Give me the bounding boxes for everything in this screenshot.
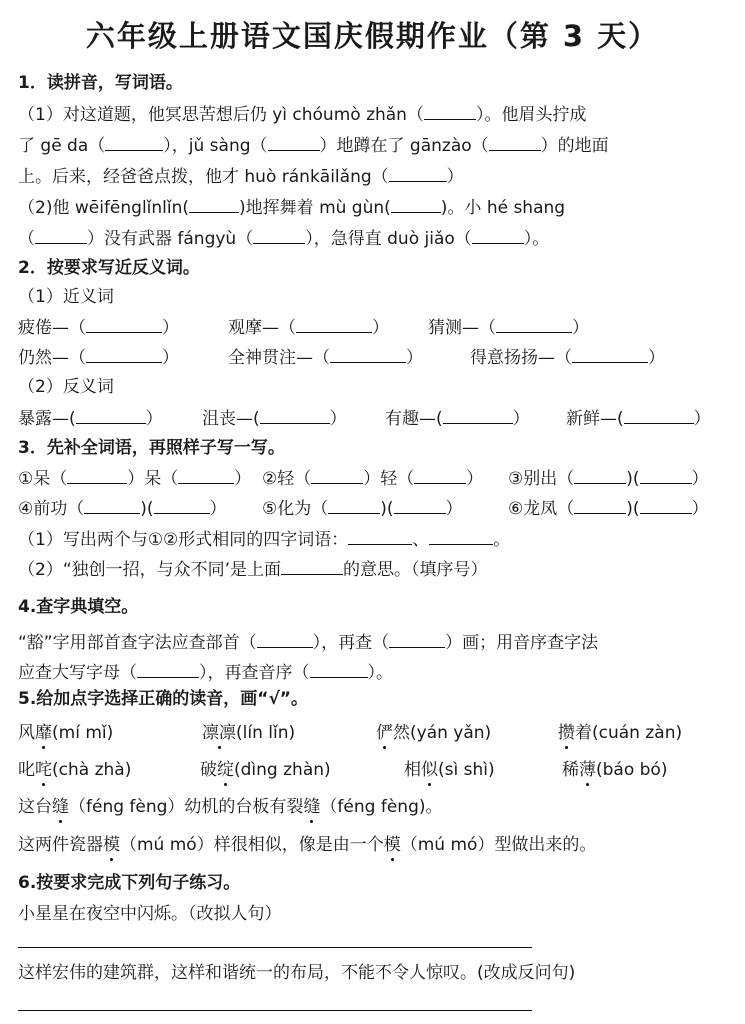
- s3-idiom-1: [18, 467, 251, 490]
- answer-blank[interactable]: [67, 467, 127, 484]
- text: )地挥舞着 mù gùn(: [239, 198, 391, 218]
- s2-synonym-row-2c: [470, 346, 665, 369]
- pinyin-choice[interactable]: (mí mǐ): [52, 723, 114, 743]
- text: 叱: [18, 760, 35, 780]
- answer-blank[interactable]: [105, 134, 163, 151]
- s3-question-1: [18, 528, 510, 551]
- s2-sub-synonyms: （1）近义词: [18, 287, 114, 307]
- text: ），再查（: [312, 633, 390, 653]
- answer-blank[interactable]: [35, 227, 87, 244]
- s2-synonym-row-1b: [228, 316, 389, 339]
- text: （: [18, 229, 35, 249]
- text: ）画；用音序查字法: [445, 633, 599, 653]
- s2-synonym-row-2b: [228, 346, 423, 369]
- s5-row-2-item-3: [404, 759, 495, 781]
- answer-blank[interactable]: [389, 165, 447, 182]
- text: ）: [329, 409, 347, 429]
- text: 破: [200, 760, 217, 780]
- answer-blank[interactable]: [137, 661, 199, 678]
- text: ）: [446, 167, 464, 187]
- word: 新鲜—(: [566, 409, 624, 429]
- s6-question-2: 这样宏伟的建筑群，这样和谐统一的布局，不能不令人惊叹。(改成反问句): [18, 963, 576, 983]
- text: ④前功（: [18, 499, 85, 519]
- section-2-heading: 2．按要求写近反义词。: [18, 258, 200, 278]
- s1-line-2: [18, 134, 609, 157]
- text: ）: [512, 409, 530, 429]
- answer-blank[interactable]: [391, 196, 441, 213]
- answer-blank[interactable]: [624, 407, 694, 424]
- text: ）。: [523, 229, 550, 249]
- answer-blank[interactable]: [84, 497, 140, 514]
- answer-blank[interactable]: [429, 528, 493, 545]
- section-1-heading: 1．读拼音，写词语。: [18, 73, 183, 93]
- answer-blank[interactable]: [253, 227, 305, 244]
- dotted-char: 模: [383, 835, 401, 855]
- text: 。: [493, 530, 511, 550]
- answer-blank[interactable]: [268, 134, 320, 151]
- answer-blank[interactable]: [257, 631, 313, 648]
- text: 相: [404, 760, 421, 780]
- answer-blank[interactable]: [496, 316, 572, 333]
- text: ）: [234, 469, 252, 489]
- text: 应查大写字母（: [18, 663, 137, 683]
- text[interactable]: （mú mó）样很相似，像是由一个: [120, 835, 384, 855]
- text: （1）写出两个与①②形式相同的四字词语：: [18, 530, 349, 550]
- answer-blank[interactable]: [424, 103, 476, 120]
- s1-line-5: [18, 227, 549, 250]
- word: 仍然—（: [18, 348, 86, 368]
- section-6-heading: 6.按要求完成下列句子练习。: [18, 873, 241, 893]
- s3-idiom-2: [262, 467, 483, 490]
- text: ）: [691, 469, 709, 489]
- s5-row-2-item-2: [200, 759, 331, 781]
- dotted-char: 似: [421, 760, 438, 780]
- s6-question-1: 小星星在夜空中闪烁。（改拟人句）: [18, 904, 282, 924]
- word: 有趣—(: [385, 409, 443, 429]
- answer-blank[interactable]: [389, 631, 445, 648]
- text: （1）对这道题，他冥思苦想后仍 yì chóumò zhǎn（: [18, 105, 424, 125]
- text: ），jǔ sàng（: [163, 136, 268, 156]
- text: ）: [162, 348, 179, 368]
- answer-blank[interactable]: [154, 497, 210, 514]
- text: 的意思。（填序号）: [343, 560, 488, 580]
- text: 这台: [18, 797, 52, 817]
- answer-blank[interactable]: [489, 134, 541, 151]
- pinyin-choice[interactable]: (lín lǐn): [236, 723, 296, 743]
- section-5-heading: 5.给加点字选择正确的读音，画“√”。: [18, 689, 308, 709]
- answer-blank[interactable]: [572, 346, 648, 363]
- text: ）: [145, 409, 163, 429]
- s3-idiom-4: ④前功（ )( ）: [18, 499, 227, 519]
- answer-blank[interactable]: [328, 497, 380, 514]
- text: ）轻（: [363, 469, 415, 489]
- word: 观摩—（: [228, 318, 296, 338]
- dotted-char: 俨: [376, 723, 393, 743]
- s5-sentence-2: [18, 834, 596, 856]
- text: ）: [648, 348, 665, 368]
- dotted-char: 缝: [303, 797, 321, 817]
- answer-blank[interactable]: [310, 661, 368, 678]
- section-3-heading: 3．先补全词语，再照样子写一写。: [18, 438, 285, 458]
- s3-question-2: [18, 558, 488, 581]
- s2-synonym-row-1: [18, 316, 179, 339]
- s5-row-2-item-1: [18, 759, 131, 781]
- page-title: 六年级上册语文国庆假期作业（第 3 天）: [85, 19, 660, 53]
- dotted-char: 模: [103, 835, 120, 855]
- s2-synonym-row-2: [18, 346, 179, 369]
- answer-line[interactable]: [18, 1010, 532, 1011]
- text: ）地蹲在了 gānzào（: [319, 136, 489, 156]
- answer-blank[interactable]: [640, 497, 692, 514]
- text: ）: [406, 348, 423, 368]
- s2-antonym-3: [385, 407, 530, 430]
- text: ）: [209, 499, 227, 519]
- text: ）: [445, 499, 463, 519]
- text[interactable]: （féng fèng）幼机的台板有裂: [69, 797, 304, 817]
- text: ）: [466, 469, 484, 489]
- s1-line-3: [18, 165, 464, 188]
- text: ）没有武器 fángyù（: [87, 229, 254, 249]
- text: ⑤化为（: [262, 499, 329, 519]
- word: 全神贯注—（: [228, 348, 330, 368]
- s3-idiom-5: ⑤化为（ )( ）: [262, 499, 463, 519]
- text[interactable]: （mú mó）型做出来的。: [400, 835, 597, 855]
- s5-row-1-item-1: [18, 722, 113, 744]
- answer-blank[interactable]: [330, 346, 406, 363]
- text: ）的地面: [540, 136, 609, 156]
- word: 沮丧—(: [202, 409, 260, 429]
- text: ②轻（: [262, 469, 312, 489]
- answer-blank[interactable]: [260, 407, 330, 424]
- dotted-char: 攒: [558, 723, 575, 743]
- word: 疲倦—（: [18, 318, 86, 338]
- answer-blank[interactable]: [348, 528, 412, 545]
- s4-line-2: [18, 661, 393, 684]
- text: 风: [18, 723, 35, 743]
- text: 上。后来，经爸爸点拨，他才 huò ránkāilǎng（: [18, 167, 389, 187]
- text: ）。: [367, 663, 393, 683]
- answer-blank[interactable]: [76, 407, 146, 424]
- answer-blank[interactable]: [472, 227, 524, 244]
- answer-blank[interactable]: [394, 497, 446, 514]
- text[interactable]: （féng fèng)。: [320, 797, 443, 817]
- s2-antonym-1: [18, 407, 163, 430]
- text: 这两件瓷器: [18, 835, 103, 855]
- text: ⑥龙凤（: [508, 499, 575, 519]
- pinyin-choice[interactable]: (dìng zhàn): [234, 760, 331, 780]
- dotted-char: 薄: [579, 760, 596, 780]
- answer-blank[interactable]: [296, 316, 372, 333]
- text: ）: [691, 499, 709, 519]
- answer-blank[interactable]: [189, 196, 239, 213]
- word: 得意扬扬—（: [470, 348, 572, 368]
- text: ③别出（: [508, 469, 575, 489]
- s5-row-1-item-3: [376, 722, 491, 744]
- s5-row-1-item-4: [558, 722, 682, 744]
- s1-line-4: [18, 196, 565, 219]
- text: ）呆（: [127, 469, 179, 489]
- answer-blank[interactable]: [311, 467, 363, 484]
- answer-blank[interactable]: [574, 497, 626, 514]
- s1-line-1: [18, 103, 586, 126]
- text: ）: [162, 318, 179, 338]
- word: 暴露—(: [18, 409, 76, 429]
- pinyin-choice[interactable]: (báo bó): [596, 760, 668, 780]
- answer-blank[interactable]: [414, 467, 466, 484]
- text: ）: [372, 318, 389, 338]
- answer-blank[interactable]: [640, 467, 692, 484]
- s2-synonym-row-1c: [428, 316, 589, 339]
- word: 猜测—（: [428, 318, 496, 338]
- answer-line[interactable]: [18, 947, 532, 948]
- s2-sub-antonyms: （2）反义词: [18, 377, 114, 397]
- pinyin-choice[interactable]: 然(yán yǎn): [393, 723, 492, 743]
- answer-blank[interactable]: [574, 467, 626, 484]
- pinyin-choice[interactable]: (sì shì): [438, 760, 495, 780]
- s3-idiom-6: ⑥龙凤（ )( ）: [508, 499, 709, 519]
- answer-blank[interactable]: [86, 346, 162, 363]
- answer-blank[interactable]: [281, 558, 343, 575]
- text: ）: [572, 318, 589, 338]
- text: （2）“独创一招，与众不同’是上面: [18, 560, 282, 580]
- text: 、: [412, 530, 430, 550]
- dotted-char: 咤: [35, 760, 52, 780]
- text: 稀: [562, 760, 579, 780]
- text: ），再查音序（: [199, 663, 310, 683]
- s3-idiom-3: ③别出（ )( ）: [508, 469, 709, 489]
- text: )。小 hé shang: [440, 198, 566, 218]
- text: “豁”字用部首查字法应查部首（: [18, 633, 257, 653]
- dotted-char: 靡: [35, 723, 52, 743]
- dotted-char: 绽: [217, 760, 234, 780]
- answer-blank[interactable]: [86, 316, 162, 333]
- s5-sentence-1: [18, 796, 443, 818]
- s4-line-1: [18, 631, 598, 654]
- text: （2)他 wēifēnglǐnlǐn(: [18, 198, 190, 218]
- text: 了 gē da（: [18, 136, 106, 156]
- text: ）。他眉头拧成: [475, 105, 587, 125]
- s5-row-2-item-4: [562, 759, 667, 781]
- s5-row-1-item-2: [202, 722, 295, 744]
- answer-blank[interactable]: [443, 407, 513, 424]
- pinyin-choice[interactable]: 着(cuán zàn): [575, 723, 683, 743]
- s2-antonym-2: [202, 407, 347, 430]
- dotted-char: 缝: [52, 797, 69, 817]
- section-4-heading: 4.查字典填空。: [18, 597, 139, 617]
- text: ）: [693, 409, 711, 429]
- answer-blank[interactable]: [178, 467, 234, 484]
- text: ），急得直 duò jiǎo（: [305, 229, 472, 249]
- text: ①呆（: [18, 469, 68, 489]
- s2-antonym-4: [566, 407, 711, 430]
- dotted-char: 凛凛: [202, 723, 236, 743]
- pinyin-choice[interactable]: (chà zhà): [52, 760, 132, 780]
